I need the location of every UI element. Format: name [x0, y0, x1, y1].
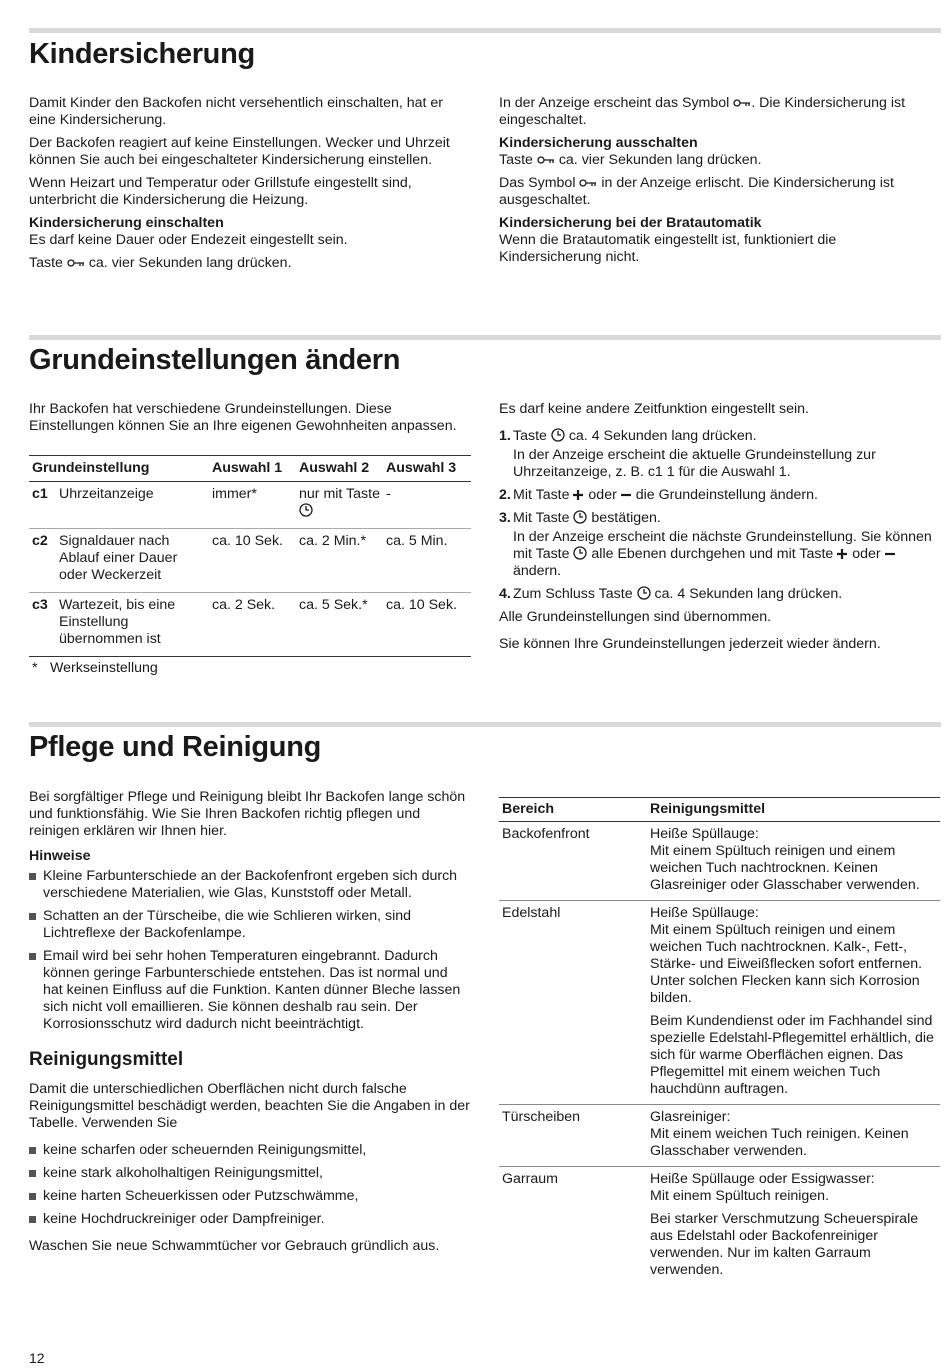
area-cell: Edelstahl	[499, 901, 647, 1105]
plus-icon	[573, 489, 584, 501]
key-icon	[537, 154, 555, 166]
text: Taste	[513, 428, 547, 444]
setting-code: c2	[29, 529, 56, 593]
plus-icon	[837, 548, 848, 560]
clock-icon	[299, 503, 313, 517]
text: Das Symbol	[499, 175, 576, 191]
paragraph	[29, 215, 471, 249]
pflege-right-column	[499, 797, 941, 1285]
text: oder	[588, 487, 617, 503]
page-number: 12	[29, 1350, 45, 1366]
table-row	[29, 482, 471, 529]
column-header: Auswahl 3	[383, 456, 471, 482]
text: ca. vier Sekunden lang drücken.	[88, 255, 292, 271]
paragraph: Es darf keine andere Zeitfunktion eingestellt sein.	[499, 401, 809, 417]
text: Zum Schluss Taste	[513, 586, 633, 602]
clock-icon	[573, 546, 587, 560]
subheading-einschalten: Kindersicherung einschalten	[29, 215, 224, 231]
section-divider-grundeinstellungen	[29, 335, 941, 340]
text: Taste	[499, 152, 533, 168]
subheading-reinigungsmittel: Reinigungsmittel	[29, 1049, 184, 1070]
table-row	[29, 529, 471, 593]
table-header-row	[499, 798, 940, 822]
column-header: Bereich	[499, 798, 647, 822]
heading-kindersicherung: Kindersicherung	[29, 38, 255, 70]
cleaner-cell	[647, 822, 940, 901]
list-item	[499, 510, 941, 580]
steps-list	[499, 428, 941, 603]
key-icon	[579, 177, 597, 189]
subheading-ausschalten: Kindersicherung ausschalten	[499, 135, 698, 151]
text: die Grundeinstellung ändern.	[635, 487, 818, 503]
paragraph	[499, 175, 941, 209]
text: oder	[852, 546, 881, 562]
avoid-list	[29, 1142, 471, 1228]
paragraph: Sie können Ihre Grundeinstellungen jederzeit wieder ändern.	[499, 636, 881, 652]
key-icon	[733, 97, 751, 109]
option-3: -	[383, 482, 471, 529]
list-item: keine harten Scheuerkissen oder Putzschwämme,	[29, 1188, 471, 1205]
key-icon	[67, 257, 85, 269]
setting-name: Wartezeit, bis eine Einstellung übernommen ist	[56, 593, 209, 657]
text: alle Ebenen durchgehen und mit Taste	[591, 546, 834, 562]
paragraph: Der Backofen reagiert auf keine Einstellungen. Wecker und Uhrzeit können Sie auch bei eingeschalteter Kindersicherung einstellen.	[29, 135, 450, 168]
setting-code: c1	[29, 482, 56, 529]
setting-name: Uhrzeitanzeige	[56, 482, 209, 529]
paragraph	[499, 215, 941, 266]
option-3: ca. 10 Sek.	[383, 593, 471, 657]
step-note: In der Anzeige erscheint die aktuelle Grundeinstellung zur Uhrzeitanzeige, z. B. c1 1 für die Auswahl 1.	[513, 447, 876, 480]
heading-grundeinstellungen: Grundeinstellungen ändern	[29, 344, 401, 376]
cell-paragraph: Heiße Spüllauge: Mit einem Spültuch reinigen und einem weichen Tuch nachtrocknen. Kalk-, Fett-, Stärke- und Eiweißflecken sofort entfernen. Unter solchen Flecken kann sich Korrosion bilden.	[650, 905, 923, 1006]
paragraph	[29, 255, 471, 272]
area-cell: Backofenfront	[499, 822, 647, 901]
table-row	[499, 901, 940, 1105]
list-item	[499, 487, 941, 504]
list-item	[499, 428, 941, 481]
cell-paragraph: Heiße Spüllauge oder Essigwasser: Mit einem Spültuch reinigen.	[650, 1171, 875, 1204]
table-row	[499, 822, 940, 901]
cell-paragraph: Beim Kundendienst oder im Fachhandel sind spezielle Edelstahl-Pflegemittel erhältlich, die sich für warme Oberflächen eignen. Das Pflegemittel mit einem weichen Tuch hauchdünn auftragen.	[650, 1013, 934, 1097]
column-header: Auswahl 2	[296, 456, 383, 482]
paragraph: Ihr Backofen hat verschiedene Grundeinstellungen. Diese Einstellungen können Sie an Ihre eigenen Gewohnheiten anpassen.	[29, 401, 457, 434]
subheading-bratautomatik: Kindersicherung bei der Bratautomatik	[499, 215, 762, 231]
subheading-hinweise: Hinweise	[29, 848, 91, 864]
table-row	[499, 1105, 940, 1167]
text: Mit Taste	[513, 510, 570, 526]
paragraph: Waschen Sie neue Schwammtücher vor Gebrauch gründlich aus.	[29, 1238, 440, 1254]
cell-paragraph: Heiße Spüllauge: Mit einem Spültuch reinigen und einem weichen Tuch nachtrocknen. Keinen Glasreiniger oder Glasschaber verwenden.	[650, 826, 920, 893]
paragraph: Bei sorgfältiger Pflege und Reinigung bleibt Ihr Backofen lange schön und funktionsfähig. Wie Sie Ihren Backofen richtig pflegen und reinigen erklären wir Ihnen hier.	[29, 789, 466, 839]
area-cell: Garraum	[502, 1171, 558, 1187]
list-item: Email wird bei sehr hohen Temperaturen eingebrannt. Dadurch können geringe Farbunterschiede entstehen. Das ist normal und hat keinen Einfluss auf die Funktion. Kanten dünner Bleche lassen sich nicht voll emaillieren. Sie können deshalb rau sein. Der Korrosionsschutz wird dadurch nicht beeinträchtigt.	[29, 948, 471, 1033]
grundeinstellungen-table	[29, 455, 471, 657]
text: Es darf keine Dauer oder Endezeit eingestellt sein.	[29, 232, 348, 248]
text: In der Anzeige erscheint das Symbol	[499, 95, 730, 111]
footnote-text: Werkseinstellung	[50, 660, 158, 676]
option-2: ca. 2 Min.*	[296, 529, 383, 593]
grundeinstellungen-right-column	[499, 401, 941, 659]
reinigungsmittel-table	[499, 797, 940, 1285]
minus-icon	[885, 548, 896, 560]
footnote-mark: *	[32, 660, 38, 676]
column-header: Auswahl 1	[209, 456, 296, 482]
area-cell: Türscheiben	[499, 1105, 647, 1167]
setting-code: c3	[29, 593, 56, 657]
option-1: immer*	[209, 482, 296, 529]
option-3: ca. 5 Min.	[383, 529, 471, 593]
paragraph: Damit die unterschiedlichen Oberflächen nicht durch falsche Reinigungsmittel beschädigt werden, beachten Sie die Angaben in der Tabelle. Verwenden Sie	[29, 1081, 470, 1131]
table-row	[29, 593, 471, 657]
step-number: 4.	[499, 586, 511, 602]
grundeinstellungen-left-column	[29, 401, 471, 677]
text: ca. 4 Sekunden lang drücken.	[654, 586, 843, 602]
text: in der Anzeige erlischt. Die Kindersicherung ist ausgeschaltet.	[499, 175, 894, 208]
heading-pflege-und-reinigung: Pflege und Reinigung	[29, 731, 322, 763]
text: ändern.	[513, 563, 562, 579]
step-note	[513, 529, 941, 580]
text: Mit Taste	[513, 487, 570, 503]
kindersicherung-left-column	[29, 95, 471, 278]
cleaner-cell	[647, 1167, 940, 1286]
section-divider-pflege	[29, 722, 941, 727]
list-item: Schatten an der Türscheibe, die wie Schlieren wirken, sind Lichtreflexe der Backofenlampe.	[29, 908, 471, 942]
step-number: 2.	[499, 487, 511, 503]
list-item: Kleine Farbunterschiede an der Backofenfront ergeben sich durch verschiedene Materialien, wie Glas, Kunststoff oder Metall.	[29, 868, 471, 902]
text: In der Anzeige erscheint die nächste Grundeinstellung. Sie können mit Taste	[513, 529, 932, 562]
clock-icon	[573, 510, 587, 524]
text: ca. 4 Sekunden lang drücken.	[568, 428, 757, 444]
cleaner-cell	[647, 1105, 940, 1167]
table-footnote	[29, 660, 471, 677]
hinweise-list	[29, 868, 471, 1033]
step-number: 3.	[499, 510, 511, 526]
clock-icon	[637, 586, 651, 600]
table-header-row	[29, 456, 471, 482]
option-2	[296, 482, 383, 529]
cell-paragraph: Glasreiniger: Mit einem weichen Tuch reinigen. Keinen Glasschaber verwenden.	[650, 1109, 909, 1159]
paragraph: Damit Kinder den Backofen nicht versehentlich einschalten, hat er eine Kindersicherung.	[29, 95, 444, 128]
kindersicherung-right-column	[499, 95, 941, 272]
list-item: keine stark alkoholhaltigen Reinigungsmittel,	[29, 1165, 471, 1182]
cleaner-cell	[647, 901, 940, 1105]
text: bestätigen.	[591, 510, 661, 526]
text: . Die Kindersicherung ist eingeschaltet.	[499, 95, 906, 128]
paragraph: Alle Grundeinstellungen sind übernommen.	[499, 609, 772, 625]
option-1: ca. 2 Sek.	[209, 593, 296, 657]
text: ca. vier Sekunden lang drücken.	[558, 152, 762, 168]
pflege-left-column	[29, 789, 471, 1261]
list-item	[499, 586, 941, 603]
text: Wenn die Bratautomatik eingestellt ist, funktioniert die Kindersicherung nicht.	[499, 232, 837, 265]
option-1: ca. 10 Sek.	[209, 529, 296, 593]
setting-name: Signaldauer nach Ablauf einer Dauer oder Weckerzeit	[56, 529, 209, 593]
list-item: keine Hochdruckreiniger oder Dampfreiniger.	[29, 1211, 471, 1228]
paragraph: Wenn Heizart und Temperatur oder Grillstufe eingestellt sind, unterbricht die Kindersicherung die Heizung.	[29, 175, 412, 208]
clock-icon	[551, 428, 565, 442]
paragraph	[499, 95, 941, 129]
text: Taste	[29, 255, 63, 271]
cell-paragraph: Bei starker Verschmutzung Scheuerspirale aus Edelstahl oder Backofenreiniger verwenden. Nur im kalten Garraum verwenden.	[650, 1211, 919, 1278]
step-number: 1.	[499, 428, 511, 444]
column-header: Reinigungsmittel	[647, 798, 940, 822]
text: nur mit Taste	[299, 486, 380, 502]
list-item: keine scharfen oder scheuernden Reinigungsmittel,	[29, 1142, 471, 1159]
table-row	[499, 1167, 940, 1286]
section-divider-kindersicherung	[29, 28, 941, 33]
minus-icon	[621, 489, 632, 501]
column-header: Grundeinstellung	[29, 456, 209, 482]
paragraph	[499, 135, 941, 169]
option-2: ca. 5 Sek.*	[296, 593, 383, 657]
